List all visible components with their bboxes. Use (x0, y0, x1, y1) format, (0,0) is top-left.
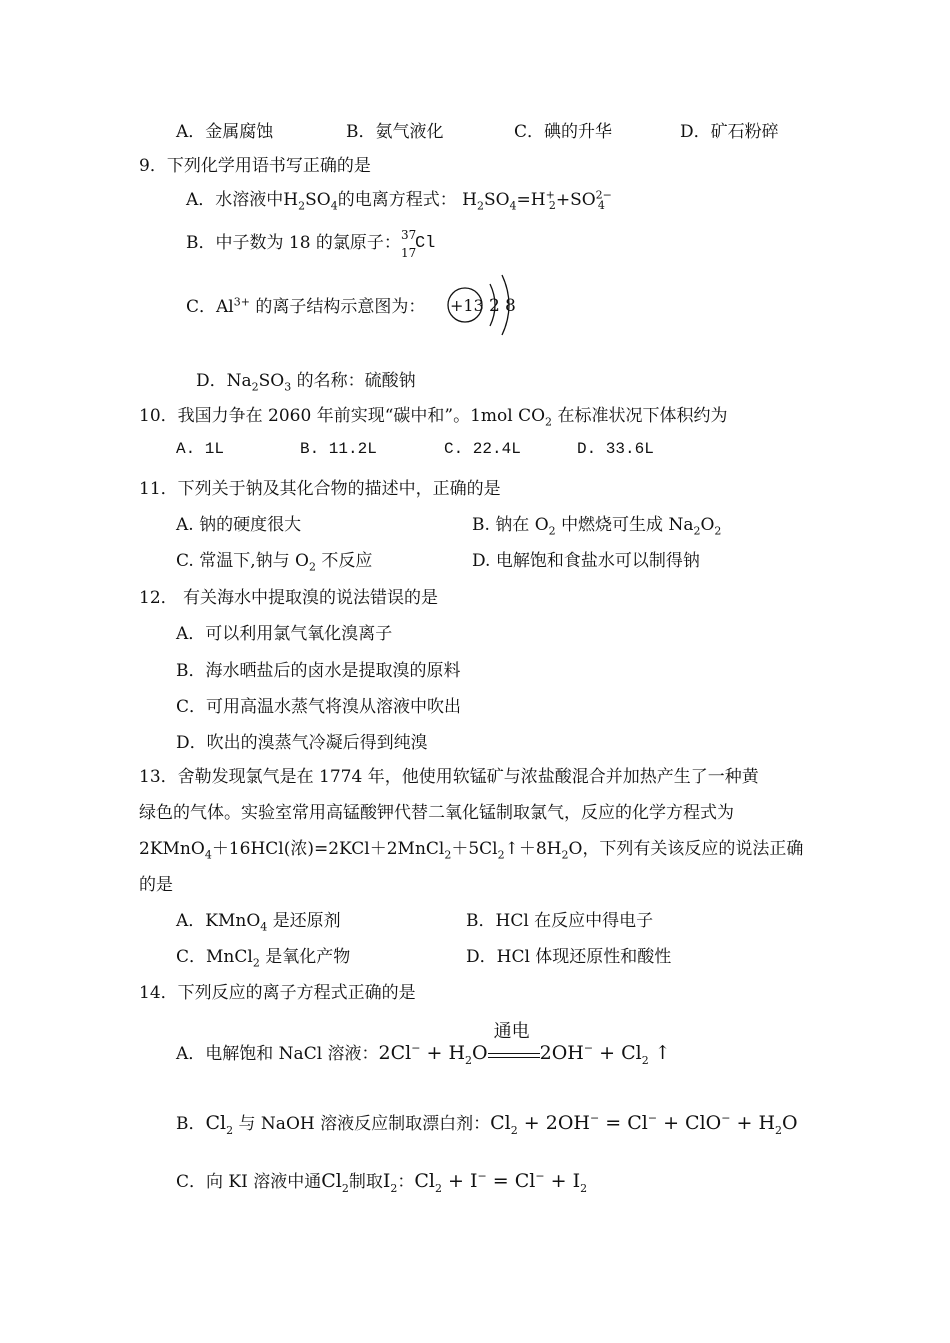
q12-option-d: D．吹出的溴蒸气冷凝后得到纯溴 (176, 733, 428, 753)
q9-option-a: A．水溶液中$H_2SO_4$的电离方程式： $H_2SO_4=H^+_2+SO^{2-}_4$ (186, 188, 612, 213)
q10-stem: 10．我国力争在 2060 年前实现“碳中和”。1mol $CO_2$ 在标准状况下体积约为 (139, 406, 728, 429)
q8-option-d: D．矿石粉碎 (680, 122, 779, 142)
q12-option-b: B．海水晒盐后的卤水是提取溴的原料 (176, 661, 461, 681)
q13-line-2: 绿色的气体。实验室常用高锰酸钾代替二氧化锰制取氯气，反应的化学方程式为 (139, 803, 734, 823)
q8-option-c: C．碘的升华 (514, 122, 613, 142)
q14-option-b: B．$Cl_2$ 与 NaOH 溶液反应制取漂白剂：$Cl_2 + 2OH^- = Cl^- + ClO^- + H_2O$ (176, 1111, 798, 1137)
q14-option-c: C．向 KI 溶液中通$Cl_2$制取$I_2$：$Cl_2 + I^- = Cl^- + I_2$ (176, 1169, 588, 1195)
q13-line-1: 13．舍勒发现氯气是在 1774 年，他使用软锰矿与浓盐酸混合并加热产生了一种黄 (139, 767, 759, 787)
q8-option-a: A．金属腐蚀 (176, 122, 274, 142)
q8-option-b: B．氨气液化 (346, 122, 444, 142)
electrolysis-condition: 通电 (488, 1043, 540, 1067)
nuclide-symbol: 37 17 Cl (400, 227, 436, 260)
q11-option-a: A. 钠的硬度很大 (176, 515, 302, 535)
shell-2-electrons: 8 (505, 296, 516, 316)
q9-stem: 9．下列化学用语书写正确的是 (139, 156, 371, 176)
q13-line-4: 的是 (139, 875, 173, 895)
q10-option-a: A. 1L (176, 440, 225, 458)
q10-option-d: D. 33.6L (577, 440, 654, 458)
q11-stem: 11．下列关于钠及其化合物的描述中，正确的是 (139, 479, 501, 499)
q9-option-c: C．$Al^{3+}$ 的离子结构示意图为： (186, 295, 426, 317)
q12-option-a: A．可以利用氯气氧化溴离子 (176, 624, 393, 644)
q11-option-d: D. 电解饱和食盐水可以制得钠 (472, 551, 700, 571)
q10-option-b: B. 11.2L (300, 440, 377, 458)
nucleus-charge: +13 (450, 296, 484, 315)
q12-stem: 12． 有关海水中提取溴的说法错误的是 (139, 588, 439, 608)
q9-option-b: B．中子数为 18 的氯原子： 37 17 Cl (186, 232, 447, 255)
q14-option-a: A．电解饱和 NaCl 溶液：$2Cl^- + H_2O$ 通电 $2OH^- + Cl_2$ ↑ (176, 1020, 671, 1067)
q13-equation-line: 2KMnO$_4$＋16HCl(浓)$=2KCl+2MnCl_2+5Cl_2↑+8H_2O$，下列有关该反应的说法正确 (139, 839, 804, 862)
q13-option-a: A．KMnO$_4$ 是还原剂 (176, 911, 341, 934)
shell-1-electrons: 2 (489, 296, 500, 316)
q14-stem: 14．下列反应的离子方程式正确的是 (139, 983, 416, 1003)
q13-option-b: B．HCl 在反应中得电子 (466, 911, 654, 931)
q12-option-c: C．可用高温水蒸气将溴从溶液中吹出 (176, 697, 462, 717)
q9-option-d: D．$Na_2SO_3$ 的名称：硫酸钠 (196, 371, 416, 394)
q11-option-c: C. 常温下,钠与 $O_2$ 不反应 (176, 551, 373, 574)
q11-option-b: B. 钠在 $O_2$ 中燃烧可生成 $Na_2O_2$ (472, 515, 722, 538)
q13-option-d: D．HCl 体现还原性和酸性 (466, 947, 672, 967)
q13-option-c: C．MnCl$_2$ 是氧化产物 (176, 947, 351, 970)
q10-option-c: C. 22.4L (444, 440, 521, 458)
